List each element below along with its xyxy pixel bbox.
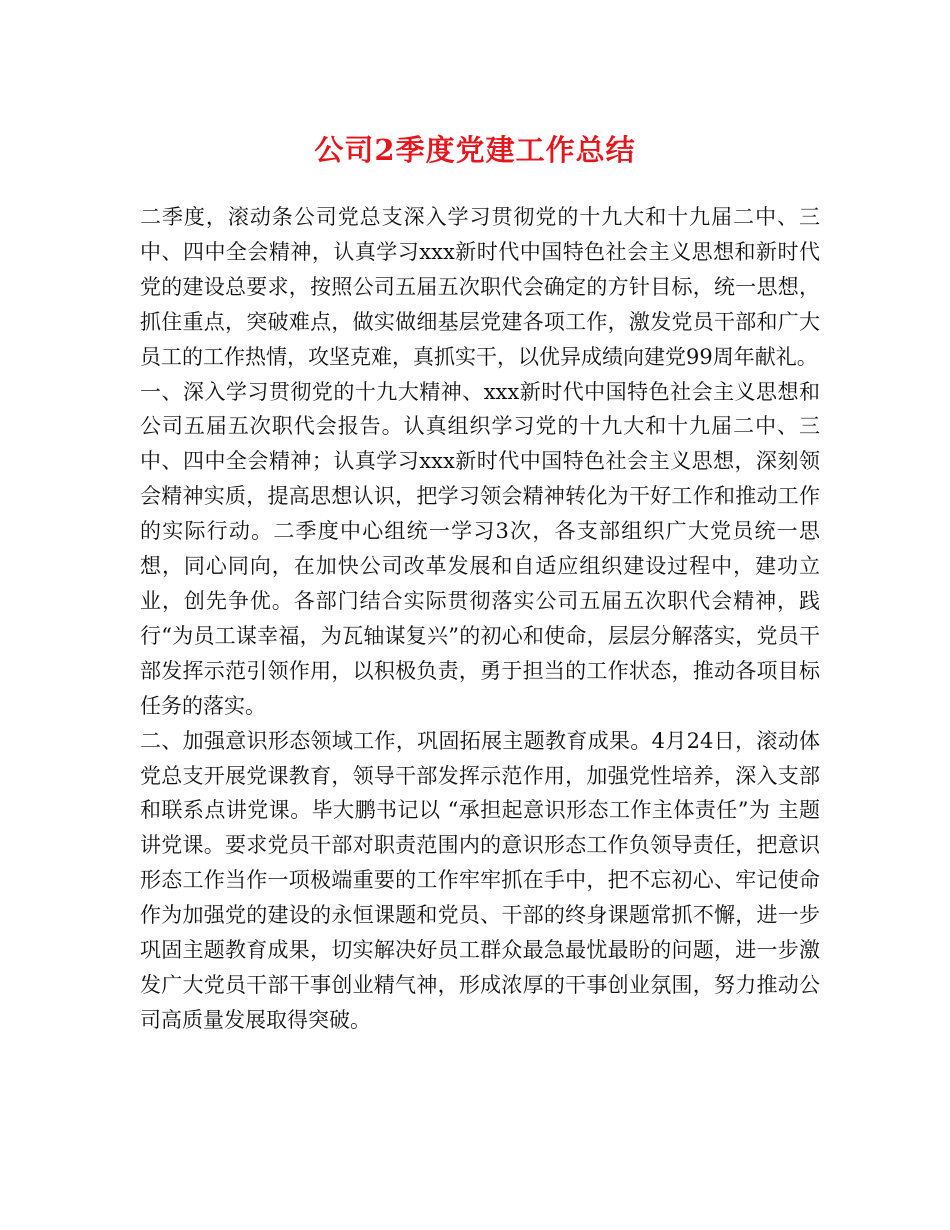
paragraph-section-1: 一、深入学习贯彻党的十九大精神、xxx新时代中国特色社会主义思想和公司五届五次职代会报告。认真组织学习党的十九大和十九届二中、三中、四中全会精神；认真学习xxx新时代中国特色社会主义思想，深刻领会精神实质，提高思想认识，把学习领会精神转化为干好工作和推动工作的实际行动。二季度中心组统一学习3次，各支部组织广大党员统一思想，同心同向，在加快公司改革发展和自适应组织建设过程中，建功立业，创先争优。各部门结合实际贯彻落实公司五届五次职代会精神，践行“为员工谋幸福，为瓦轴谋复兴”的初心和使命，层层分解落实，党员干部发挥示范引领作用，以积极负责，勇于担当的工作状态，推动各项目标任务的落实。 (140, 379, 820, 718)
paragraph-intro: 二季度，滚动条公司党总支深入学习贯彻党的十九大和十九届二中、三中、四中全会精神，认真学习xxx新时代中国特色社会主义思想和新时代党的建设总要求，按照公司五届五次职代会确定的方针目标，统一思想，抓住重点，突破难点，做实做细基层党建各项工作，激发党员干部和广大员工的工作热情，攻坚克难，真抓实干，以优异成绩向建党99周年献礼。 (140, 205, 820, 369)
document-title: 公司2季度党建工作总结 (314, 133, 636, 167)
document-body (140, 200, 820, 1038)
paragraph-section-2: 二、加强意识形态领域工作，巩固拓展主题教育成果。4月24日，滚动体党总支开展党课教育，领导干部发挥示范作用，加强党性培养，深入支部和联系点讲党课。毕大鹏书记以 “承担起意识形态工作主体责任”为 主题讲党课。要求党员干部对职责范围内的意识形态工作负领导责任，把意识形态工作当作一项极端重要的工作牢牢抓在手中，把不忘初心、牢记使命作为加强党的建设的永恒课题和党员、干部的终身课题常抓不懈，进一步巩固主题教育成果，切实解决好员工群众最急最忧最盼的问题，进一步激发广大党员干部干事创业精气神，形成浓厚的干事创业氛围，努力推动公司高质量发展取得突破。 (140, 728, 820, 1032)
